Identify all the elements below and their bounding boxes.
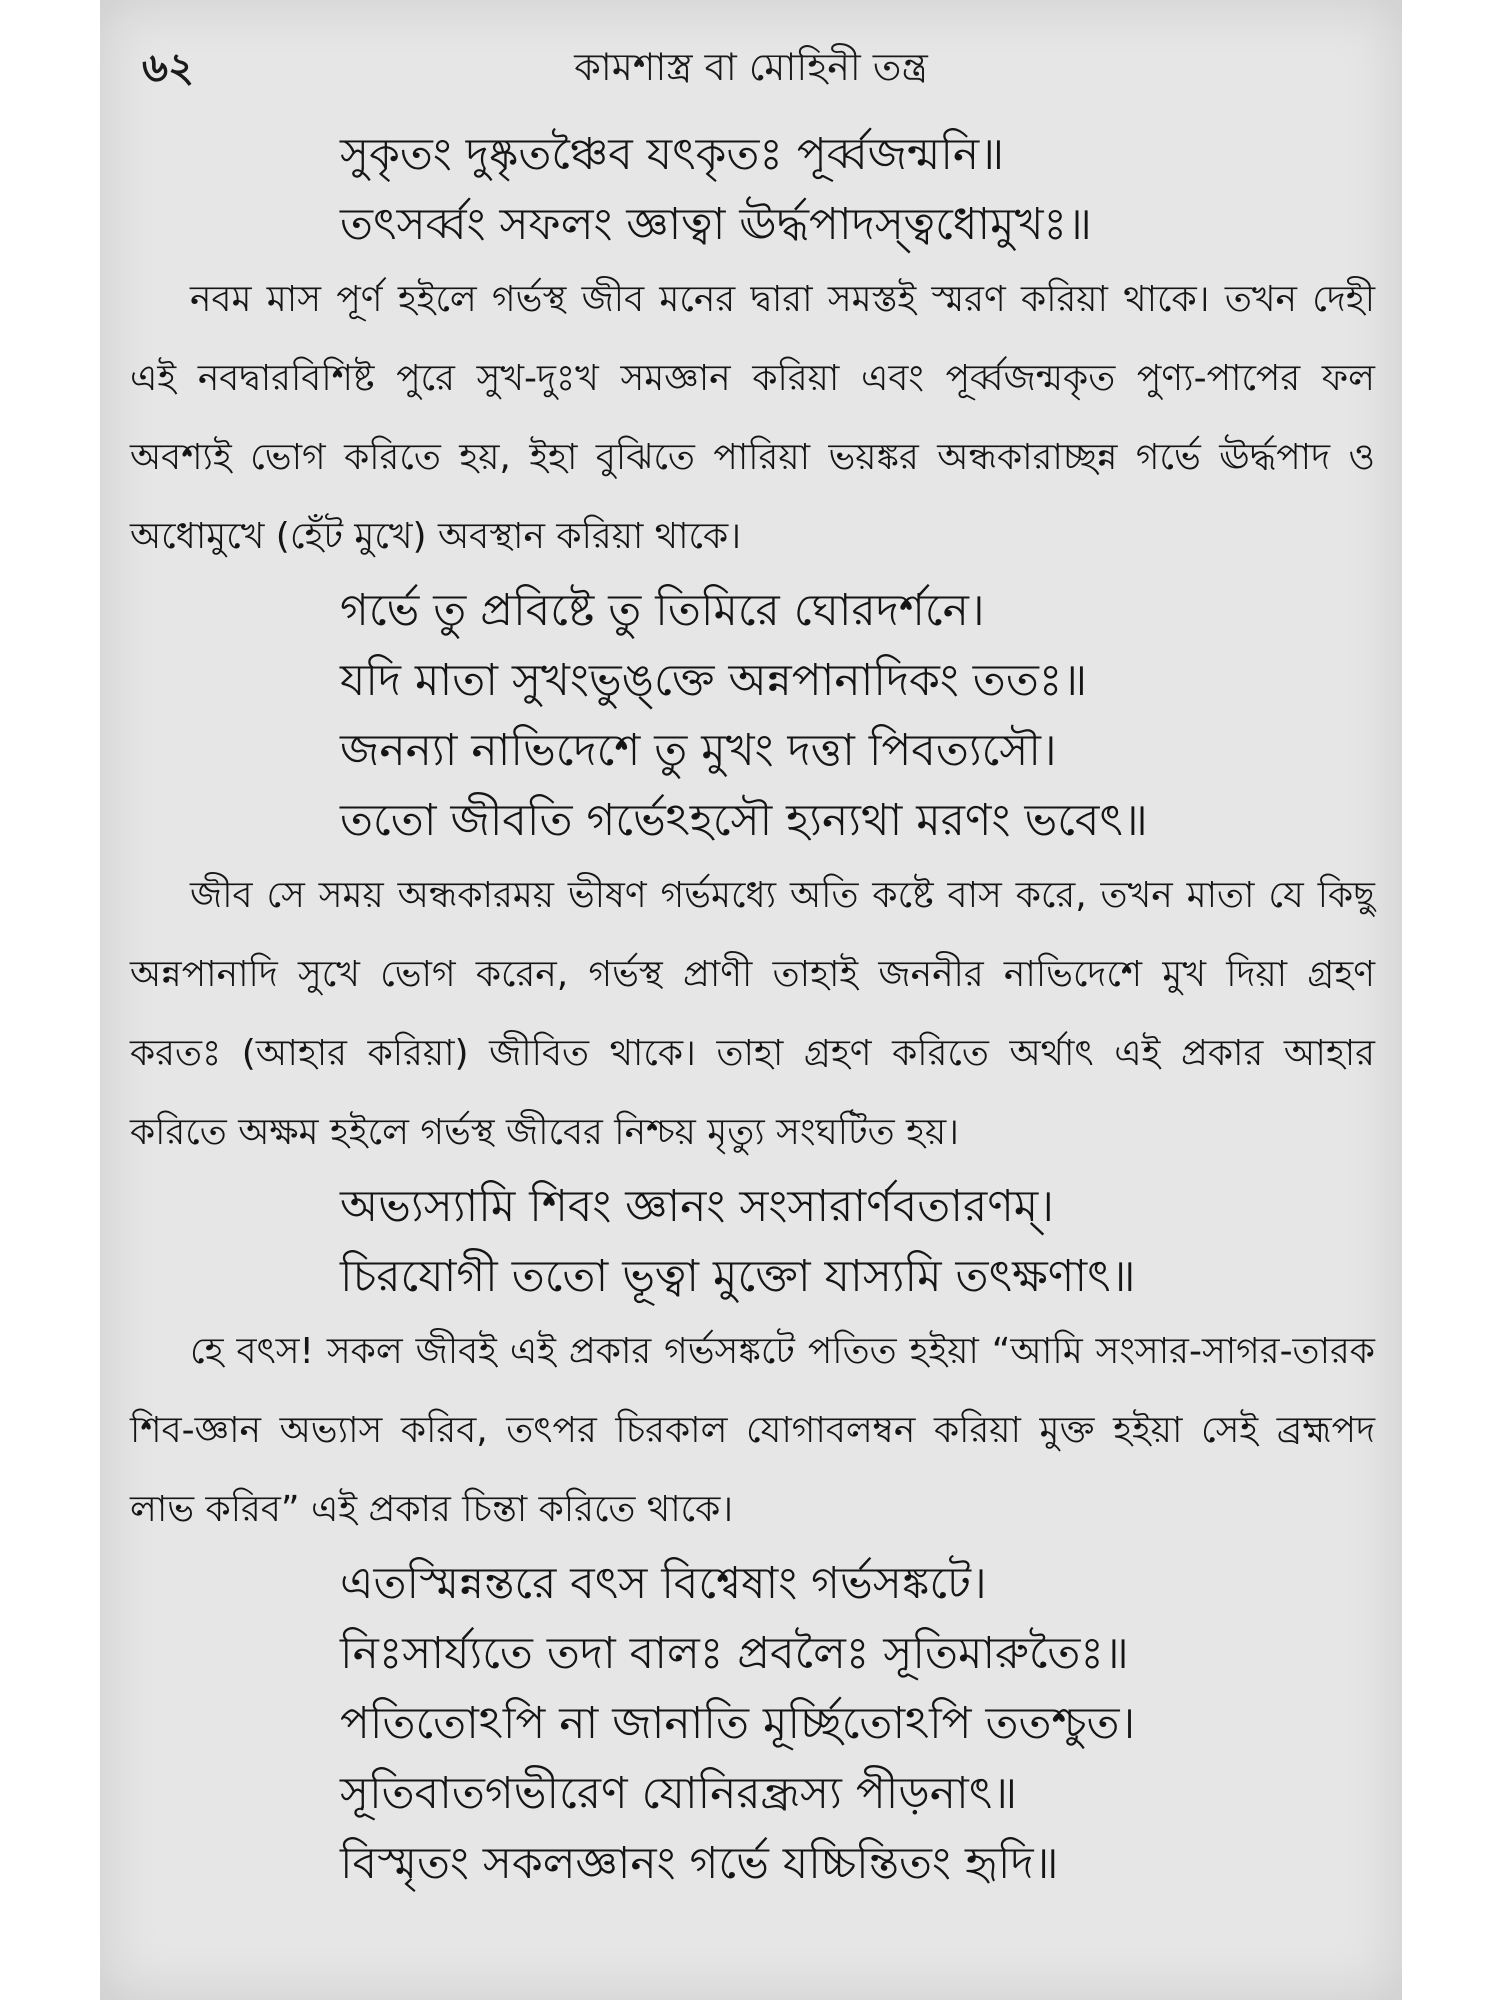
verse-line: এতস্মিন্নন্তরে বৎস বিশ্বেষাং গর্ভসঙ্কটে। [340, 1558, 987, 1609]
verse-line: নিঃসার্য্যতে তদা বালঃ প্রবলৈঃ সূতিমারুতৈঃ॥ [340, 1628, 1129, 1679]
verse-line: অভ্যস্যামি শিবং জ্ঞানং সংসারার্ণবতারণম্। [340, 1181, 1054, 1232]
verse-line: চিরযোগী ততো ভূত্বা মুক্তো যাস্যমি তৎক্ষণাৎ॥ [340, 1251, 1136, 1302]
verse-line: তৎসর্ব্বং সফলং জ্ঞাত্বা ঊর্দ্ধপাদস্ত্বধোমুখঃ॥ [340, 199, 1092, 250]
book-page [100, 0, 1402, 2000]
paragraph: নবম মাস পূর্ণ হইলে গর্ভস্থ জীব মনের দ্বারা সমস্তই স্মরণ করিয়া থাকে। তখন দেহী এই নবদ্বারবিশিষ্ট পুরে সুখ-দুঃখ সমজ্ঞান করিয়া এবং পূর্ব্বজন্মকৃত পুণ্য-পাপের ফল অবশ্যই ভোগ করিতে হয়, ইহা বুঝিতে পারিয়া ভয়ঙ্কর অন্ধকারাচ্ছন্ন গর্ভে ঊর্দ্ধপাদ ও অধোমুখে (হেঁট মুখে) অবস্থান করিয়া থাকে। [130, 279, 1375, 557]
verse-line: সুকৃতং দুষ্কৃতঞ্চৈব যৎকৃতঃ পূর্ব্বজন্মনি॥ [340, 129, 1005, 180]
page-body [130, 120, 1375, 1899]
page-number: ৬২ [142, 45, 195, 91]
page-header [100, 32, 1402, 92]
verse-line: বিস্মৃতং সকলজ্ঞানং গর্ভে যচ্চিন্তিতং হৃদি॥ [340, 1838, 1059, 1889]
verse-line: পতিতোঽপি না জানাতি মূর্চ্ছিতোঽপি ততশ্চুত। [340, 1698, 1136, 1749]
verse-line: সূতিবাতগভীরেণ যোনিরন্ধ্রস্য পীড়নাৎ॥ [340, 1768, 1018, 1819]
paragraph: জীব সে সময় অন্ধকারময় ভীষণ গর্ভমধ্যে অতি কষ্টে বাস করে, তখন মাতা যে কিছু অন্নপানাদি সুখে ভোগ করেন, গর্ভস্থ প্রাণী তাহাই জননীর নাভিদেশে মুখ দিয়া গ্রহণ করতঃ (আহার করিয়া) জীবিত থাকে। তাহা গ্রহণ করিতে অর্থাৎ এই প্রকার আহার করিতে অক্ষম হইলে গর্ভস্থ জীবের নিশ্চয় মৃত্যু সংঘটিত হয়। [130, 875, 1375, 1153]
running-title: কামশাস্ত্র বা মোহিনী তন্ত্র [574, 45, 928, 89]
verse-block [130, 1172, 1375, 1312]
verse-line: জনন্যা নাভিদেশে তু মুখং দত্তা পিবত্যসৌ। [340, 725, 1057, 776]
verse-block [130, 120, 1375, 260]
verse-line: যদি মাতা সুখংভুঙ্‌ক্তে অন্নপানাদিকং ততঃ॥ [340, 655, 1088, 706]
paragraph: হে বৎস! সকল জীবই এই প্রকার গর্ভসঙ্কটে পতিত হইয়া “আমি সংসার-সাগর-তারক শিব-জ্ঞান অভ্যাস করিব, তৎপর চিরকাল যোগাবলম্বন করিয়া মুক্ত হইয়া সেই ব্রহ্মপদ লাভ করিব” এই প্রকার চিন্তা করিতে থাকে। [130, 1331, 1375, 1530]
verse-line: ততো জীবতি গর্ভেঽহসৌ হ্যন্যথা মরণং ভবেৎ॥ [340, 795, 1148, 846]
verse-block [130, 1549, 1375, 1899]
verse-block [130, 576, 1375, 856]
verse-line: গর্ভে তু প্রবিষ্টে তু তিমিরে ঘোরদর্শনে। [340, 585, 985, 636]
